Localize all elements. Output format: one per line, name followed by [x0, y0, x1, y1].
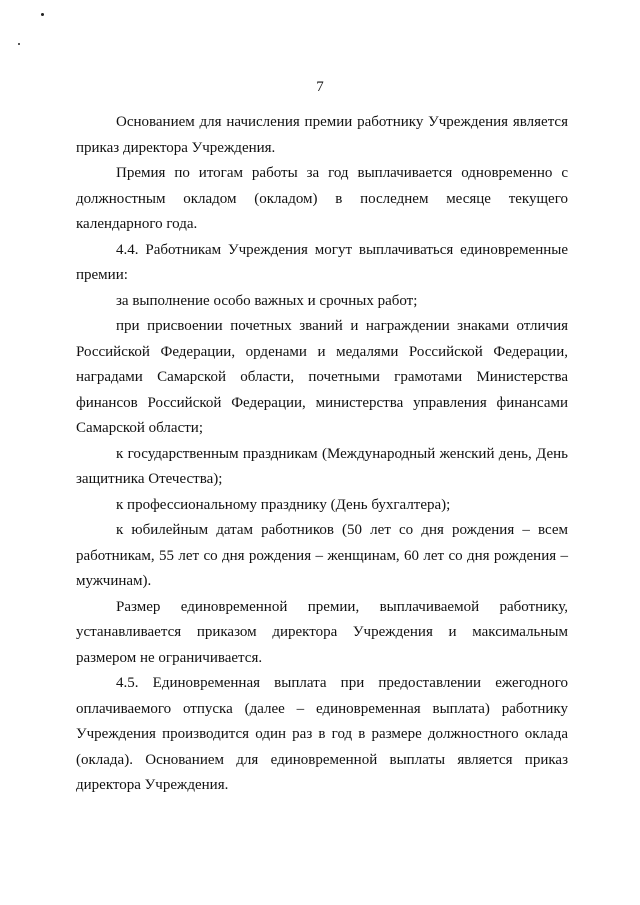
- paragraph: к профессиональному празднику (День бухгалтера);: [116, 496, 451, 513]
- paragraph: Размер единовременной премии, выплачиваемой работнику, устанавливается приказом директора Учреждения и максимальным размером не ограничивается.: [76, 598, 568, 666]
- paragraph: за выполнение особо важных и срочных работ;: [116, 292, 418, 309]
- paragraph: Основанием для начисления премии работнику Учреждения является приказ директора Учреждения.: [76, 114, 568, 156]
- paragraph: к государственным праздникам (Международный женский день, День защитника Отечества);: [76, 445, 568, 487]
- paragraph: Премия по итогам работы за год выплачивается одновременно с должностным окладом (окладом) в последнем месяце текущего календарного года.: [76, 165, 568, 232]
- paragraph: 4.4. Работникам Учреждения могут выплачиваться единовременные премии:: [76, 241, 568, 283]
- paragraph: к юбилейным датам работников (50 лет со дня рождения – всем работникам, 55 лет со дня рождения – женщинам, 60 лет со дня рождения – мужчинам).: [76, 522, 568, 589]
- paragraph: при присвоении почетных званий и награждении знаками отличия Российской Федерации, орденами и медалями Российской Федерации, наградами Самарской области, почетными грамотами Министерства финансов Российской Федерации, министерства управления финансами Самарской области;: [76, 318, 568, 436]
- page-number: 7: [316, 79, 324, 95]
- document-body: [76, 110, 568, 799]
- scan-speck: [41, 13, 44, 16]
- paragraph: 4.5. Единовременная выплата при предоставлении ежегодного оплачиваемого отпуска (далее – единовременная выплата) работнику Учреждения производится один раз в год в размере должностного оклада (оклада). Основанием для единовременной выплаты является приказ директора Учреждения.: [76, 675, 568, 793]
- scan-speck: [18, 43, 20, 45]
